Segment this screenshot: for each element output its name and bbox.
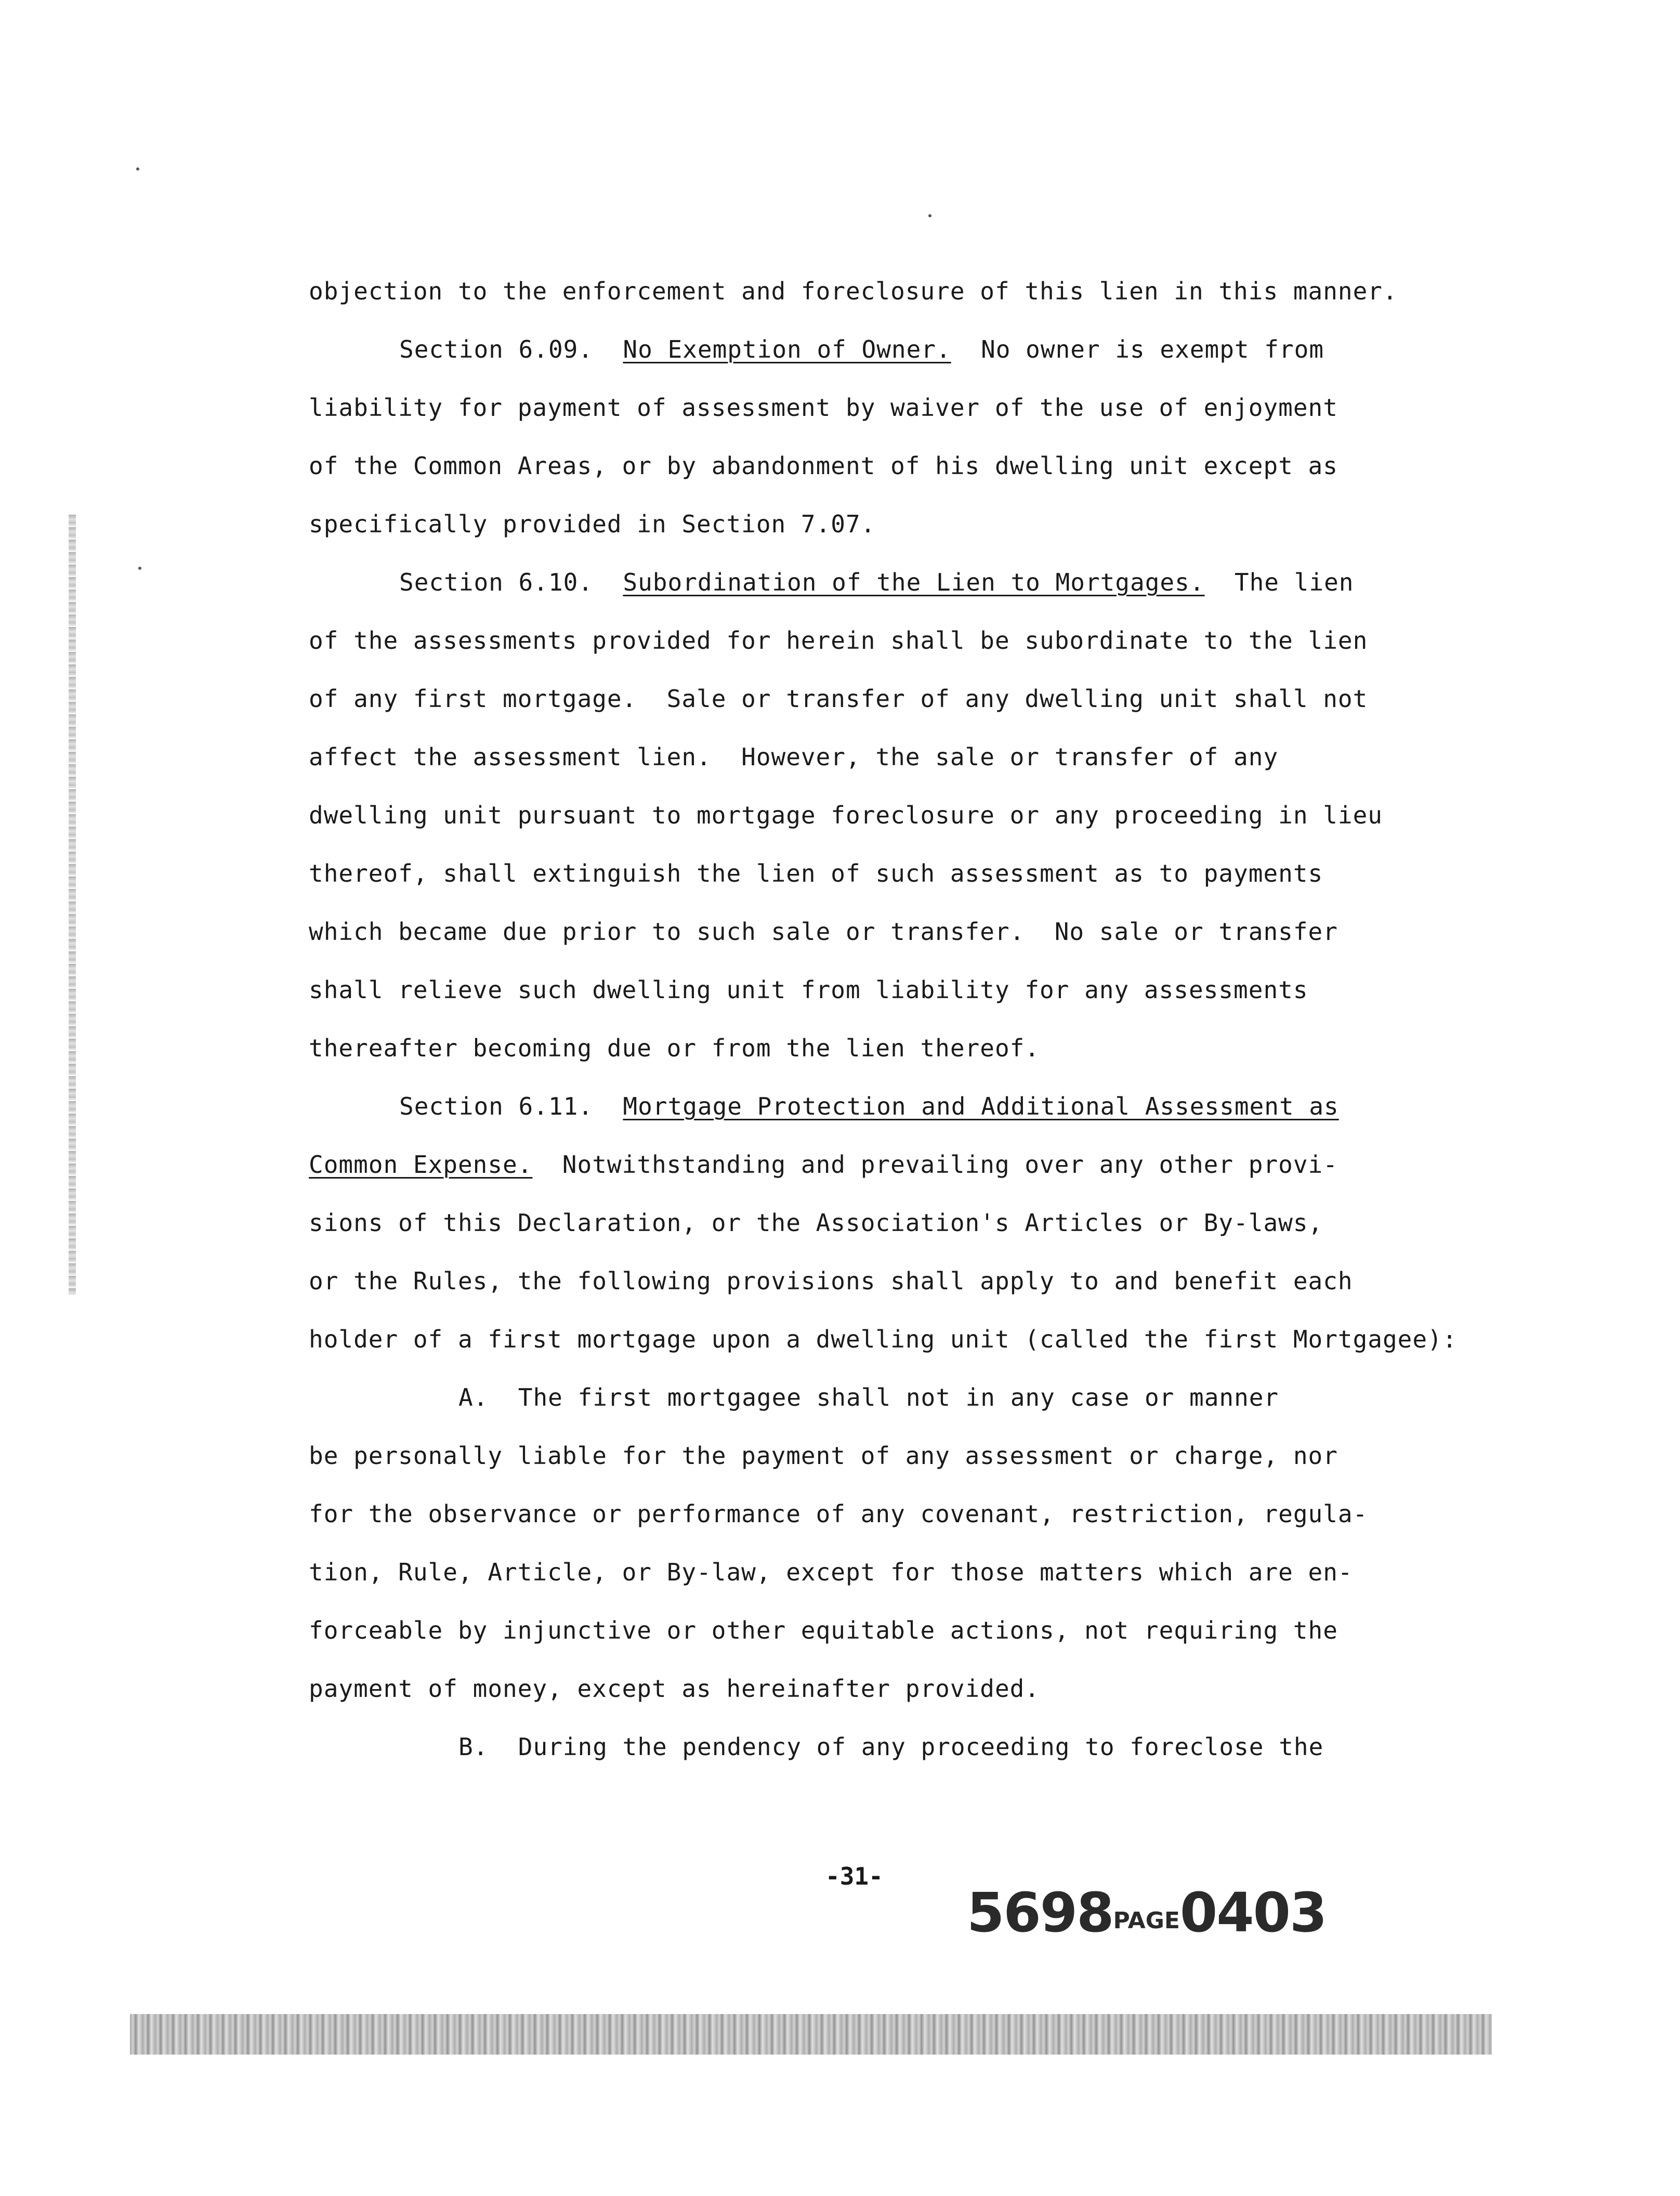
section-heading-line — [399, 1091, 1339, 1122]
section-heading-continuation — [309, 1149, 1338, 1180]
scan-speck — [138, 567, 141, 570]
book-page-stamp — [967, 1881, 1326, 1944]
text-line: for the observance or performance of any covenant, restriction, regula- — [309, 1500, 1368, 1528]
text-line: dwelling unit pursuant to mortgage foreclosure or any proceeding in lieu — [309, 801, 1383, 829]
text-line: which became due prior to such sale or transfer. No sale or transfer — [309, 918, 1338, 946]
section-title: Subordination of the Lien to Mortgages. — [623, 568, 1205, 596]
subsection-line: A. The first mortgagee shall not in any case or manner — [458, 1383, 1279, 1411]
section-number: Section 6.10. — [399, 568, 623, 596]
section-heading-line — [399, 567, 1354, 598]
text-line: of the assessments provided for herein shall be subordinate to the lien — [309, 626, 1368, 655]
text-line: forceable by injunctive or other equitable actions, not requiring the — [309, 1616, 1338, 1644]
stamp-page-number: 0403 — [1179, 1881, 1327, 1944]
section-text: Notwithstanding and prevailing over any other provi- — [532, 1151, 1338, 1179]
text-line: of the Common Areas, or by abandonment of his dwelling unit except as — [309, 452, 1338, 480]
text-line: specifically provided in Section 7.07. — [309, 510, 876, 538]
text-line: sions of this Declaration, or the Association's Articles or By-laws, — [309, 1209, 1323, 1237]
text-line: holder of a first mortgage upon a dwelling unit (called the first Mortgagee): — [309, 1325, 1458, 1353]
stamp-book-number: 5698 — [967, 1881, 1113, 1944]
section-heading-line — [399, 334, 1324, 365]
text-line: thereafter becoming due or from the lien thereof. — [309, 1034, 1040, 1062]
section-number: Section 6.09. — [399, 335, 623, 363]
section-number: Section 6.11. — [399, 1092, 623, 1120]
text-line: objection to the enforcement and foreclosure of this lien in this manner. — [309, 277, 1398, 305]
scan-speck — [928, 214, 931, 217]
scan-edge-artifact — [69, 515, 76, 1295]
section-text: The lien — [1204, 568, 1354, 596]
text-line: of any first mortgage. Sale or transfer of any dwelling unit shall not — [309, 685, 1368, 713]
text-line: tion, Rule, Article, or By-law, except for those matters which are en- — [309, 1558, 1353, 1586]
text-line: shall relieve such dwelling unit from liability for any assessments — [309, 976, 1308, 1004]
text-line: affect the assessment lien. However, the sale or transfer of any — [309, 743, 1279, 771]
scan-speck — [136, 167, 139, 171]
stamp-page-label: PAGE — [1113, 1907, 1180, 1934]
text-line: liability for payment of assessment by waiver of the use of enjoyment — [309, 394, 1338, 422]
text-line: or the Rules, the following provisions shall apply to and benefit each — [309, 1267, 1353, 1295]
page-number: -31- — [825, 1862, 883, 1890]
text-line: be personally liable for the payment of any assessment or charge, nor — [309, 1442, 1338, 1470]
section-title: Common Expense. — [309, 1151, 533, 1179]
section-title: Mortgage Protection and Additional Assessment as — [623, 1092, 1339, 1120]
text-line: payment of money, except as hereinafter provided. — [309, 1675, 1040, 1703]
section-title: No Exemption of Owner. — [623, 335, 951, 363]
subsection-line: B. During the pendency of any proceeding to foreclose the — [458, 1733, 1324, 1761]
text-line: thereof, shall extinguish the lien of such assessment as to payments — [309, 859, 1323, 887]
scan-noise-band — [130, 2014, 1492, 2055]
section-text: No owner is exempt from — [951, 335, 1324, 363]
